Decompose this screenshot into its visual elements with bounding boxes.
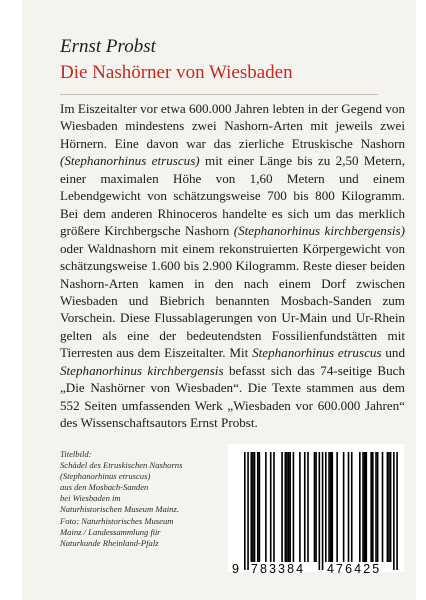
author-name: Ernst Probst [60, 36, 156, 57]
barcode-bar [325, 452, 327, 562]
caption-line: Titelbild: [60, 449, 92, 459]
species-name-italic: (Stephanorhinus etruscus) [60, 153, 200, 169]
barcode-bar [254, 452, 256, 562]
barcode-bar [393, 452, 395, 570]
caption-line: Naturkunde Rheinland-Pfalz [60, 537, 159, 548]
barcode-bar [314, 452, 316, 562]
barcode-bar [293, 452, 295, 562]
barcode-bar [396, 452, 398, 570]
barcode-bar [257, 452, 259, 562]
barcode-bar [372, 452, 374, 562]
barcode-bar [250, 452, 252, 562]
barcode-bar [362, 452, 364, 562]
book-back-cover [22, 0, 416, 600]
barcode-bar [273, 452, 275, 562]
barcode-bar [270, 452, 272, 562]
barcode-bar [288, 452, 290, 562]
barcode-bar [322, 452, 324, 570]
species-name-italic: (Stephanorhinus kirchbergensis) [233, 223, 406, 239]
barcode-bar [364, 452, 366, 562]
barcode-bar [359, 452, 361, 562]
caption-line: Naturhistorischen Museum Mainz. [60, 504, 179, 515]
barcode-bar [331, 452, 333, 562]
barcode-bar [377, 452, 379, 562]
barcode-bar [388, 452, 390, 562]
barcode-bar [299, 452, 301, 562]
barcode-bar [286, 452, 288, 562]
barcode-bar [252, 452, 254, 562]
blurb-text-run: und [381, 345, 405, 361]
cover-image-caption [60, 449, 230, 549]
blurb-paragraph [60, 100, 405, 432]
barcode-bar [285, 452, 287, 562]
blurb-text-run: oder Waldnashorn mit einem rekonstruierten Körpergewicht von schätzungsweise 1.600 bis 2.900 Kilogramm. Reste dieser beiden Nashorn-Arten kamen in den nach einem Dorf zwischen Wiesbaden und Biebrich benannten Mosbach-Sanden zum Vorschein. Diese Flussablagerungen von Ur-Main und Ur-Rhein gelten als eine der bedeutendsten Fossilienfundstätten mit Tierresten aus dem Eiszeitalter. Mit [60, 240, 405, 361]
caption-line: Foto: Naturhistorisches Museum [60, 515, 174, 526]
barcode-bars [228, 444, 404, 582]
barcode-digits: 476425 [327, 562, 382, 576]
barcode-bar [247, 452, 249, 570]
barcode-bar [281, 452, 283, 562]
blurb-text-run: Im Eiszeitalter vor etwa 600.000 Jahren lebten in der Gegend von Wiesbaden mindestens zwei Nashorn-Arten mit jeweils zwei Hörnern. Eine davon war das zierliche Etruskische Nashorn [60, 101, 405, 151]
caption-line: Mainz / Landessammlung für [60, 526, 161, 537]
isbn-barcode [228, 444, 404, 576]
barcode-bar [336, 452, 338, 562]
barcode-bar [265, 452, 267, 562]
caption-line: (Stephanorhinus etruscus) [60, 471, 151, 482]
barcode-bar [244, 452, 246, 570]
header-divider [60, 94, 378, 95]
barcode-bar [382, 452, 384, 562]
barcode-bar [307, 452, 309, 562]
barcode-bar [366, 452, 368, 562]
barcode-bar [370, 452, 372, 562]
barcode-bar [259, 452, 261, 562]
caption-line: aus den Mosbach-Sanden [60, 482, 149, 493]
barcode-bar [328, 452, 330, 562]
barcode-bar [315, 452, 317, 562]
barcode-bar [390, 452, 392, 562]
barcode-bar [319, 452, 321, 570]
barcode-bar [351, 452, 353, 562]
book-title: Die Nashörner von Wiesbaden [60, 62, 293, 83]
barcode-digits: 9 [232, 562, 242, 576]
barcode-bar [348, 452, 350, 562]
barcode-bar [304, 452, 306, 562]
barcode-bar [343, 452, 345, 562]
species-name-italic: Stephanorhinus kirchbergensis [60, 362, 224, 378]
species-name-italic: Stephanorhinus etruscus [252, 345, 382, 361]
barcode-bar [330, 452, 332, 562]
barcode-bar [387, 452, 389, 562]
caption-line: Schädel des Etruskischen Nashorns [60, 460, 183, 471]
blurb-text-run: mit einer Länge bis zu 2,50 Metern, einer maximalen Höhe von 1,60 Metern und einem Lebendgewicht von schätzungsweise 700 bis 800 Kilogramm. Bei dem anderen Rhinoceros handelte es sich um das merklich größere Kirchbergsche Nashorn [60, 153, 405, 239]
blurb-text-run: befasst sich das 74-seitige Buch „Die Nashörner von Wiesbaden“. Die Texte stammen aus dem 552 Seiten umfassenden Werk „Wiesbaden vor 600.000 Jahren“ des Wissenschaftsautors Ernst Probst. [60, 362, 406, 431]
barcode-bar [289, 452, 291, 562]
caption-line: bei Wiesbaden im [60, 493, 121, 504]
barcode-digits: 783384 [250, 562, 306, 576]
barcode-bar [375, 452, 377, 562]
